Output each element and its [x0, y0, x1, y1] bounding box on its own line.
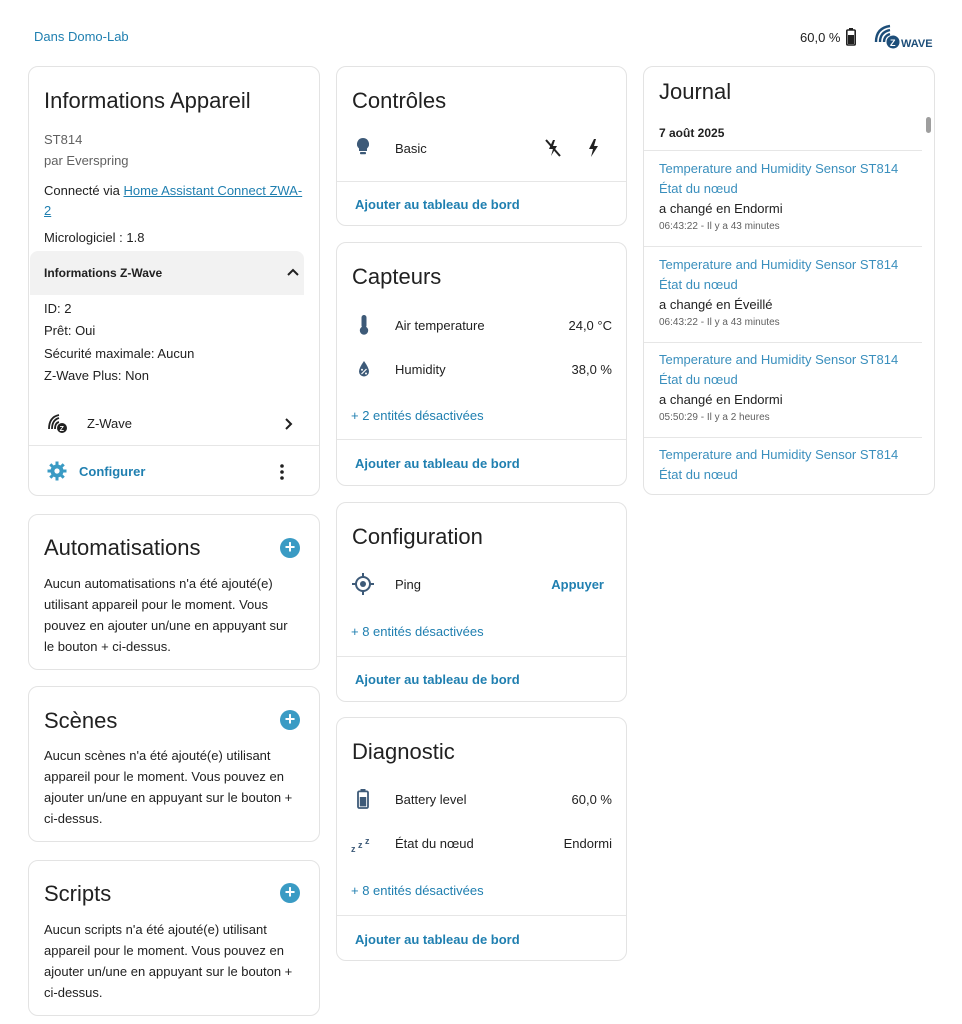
chevron-up-icon — [286, 266, 300, 280]
divider — [644, 437, 922, 438]
configuration-disabled-entities-link[interactable]: + 8 entités désactivées — [351, 624, 484, 639]
thermometer-icon — [357, 314, 371, 336]
diagnostic-value: Endormi — [563, 836, 612, 851]
journal-scrollbar[interactable] — [926, 117, 931, 133]
sensors-card — [336, 242, 627, 486]
journal-entry-state: a changé en Endormi — [659, 201, 783, 216]
svg-text:z: z — [351, 844, 356, 853]
automations-title: Automatisations — [44, 535, 201, 560]
svg-text:Z: Z — [890, 38, 896, 48]
battery-icon — [846, 28, 856, 46]
controls-title: Contrôles — [352, 88, 447, 113]
sensor-value: 38,0 % — [571, 362, 612, 377]
connected-prefix: Connecté via — [44, 183, 124, 198]
diagnostic-title: Diagnostic — [352, 739, 455, 764]
sensors-add-dashboard-button[interactable]: Ajouter au tableau de bord — [355, 456, 520, 471]
journal-entry[interactable] — [659, 445, 922, 485]
configure-button[interactable] — [47, 460, 167, 484]
journal-entry[interactable] — [659, 159, 922, 235]
sensor-row-temperature[interactable] — [337, 310, 626, 340]
zwave-info-header: Informations Z-Wave — [44, 266, 163, 280]
sensor-label: Air temperature — [395, 318, 485, 333]
scripts-text: Aucun scripts n'a été ajouté(e) utilisant appareil pour le moment. Vous pouvez en ajouter un/une en appuyant sur le bouton + ci-dessus. — [44, 922, 293, 1000]
journal-title: Journal — [659, 79, 732, 104]
sensors-disabled-entities-link[interactable]: + 2 entités désactivées — [351, 408, 484, 423]
add-scene-button[interactable]: + — [280, 710, 300, 730]
battery-value: 60,0 % — [800, 29, 841, 45]
integration-row-zwave[interactable] — [29, 405, 319, 443]
zwave-plus: Z-Wave Plus: Non — [44, 368, 149, 383]
zwave-info-expander[interactable] — [30, 251, 304, 295]
journal-entry-title[interactable]: Temperature and Humidity Sensor ST814 — [659, 257, 899, 272]
scenes-title: Scènes — [44, 708, 118, 733]
diagnostic-row-node-state[interactable] — [337, 828, 626, 858]
journal-entry-subtitle: État du nœud — [659, 467, 738, 482]
journal-entry-title[interactable]: Temperature and Humidity Sensor ST814 — [659, 447, 899, 462]
diagnostic-label: État du nœud — [395, 836, 474, 851]
scenes-card — [28, 686, 320, 842]
svg-text:z: z — [358, 840, 363, 850]
sensor-row-humidity[interactable] — [337, 354, 626, 384]
breadcrumb-area-link[interactable]: Dans Domo-Lab — [34, 29, 129, 44]
chevron-right-icon — [283, 417, 295, 431]
scenes-text: Aucun scènes n'a été ajouté(e) utilisant appareil pour le moment. Vous pouvez en ajouter un/une en appuyant sur le bouton + ci-dessus. — [44, 748, 293, 826]
automations-text: Aucun automatisations n'a été ajouté(e) utilisant appareil pour le moment. Vous pouvez en ajouter un/une en appuyant sur le bouton + ci-dessus. — [44, 576, 288, 654]
controls-card — [336, 66, 627, 226]
journal-entry-subtitle: État du nœud — [659, 372, 738, 387]
divider — [644, 246, 922, 247]
journal-entry-title[interactable]: Temperature and Humidity Sensor ST814 — [659, 161, 899, 176]
journal-entry-time: 06:43:22 - Il y a 43 minutes — [659, 221, 780, 232]
divider — [644, 342, 922, 343]
scripts-card — [28, 860, 320, 1016]
journal-entry-state: a changé en Endormi — [659, 392, 783, 407]
diagnostic-value: 60,0 % — [571, 792, 612, 807]
svg-text:Z: Z — [59, 426, 64, 433]
integration-label: Z-Wave — [87, 416, 133, 431]
journal-entry-time: 05:50:29 - Il y a 2 heures — [659, 412, 770, 423]
top-bar — [0, 0, 962, 64]
flash-icon[interactable] — [586, 138, 600, 158]
add-script-button[interactable]: + — [280, 883, 300, 903]
configuration-title: Configuration — [352, 524, 483, 549]
journal-entry[interactable] — [659, 255, 922, 331]
automations-card — [28, 514, 320, 670]
diagnostic-disabled-entities-link[interactable]: + 8 entités désactivées — [351, 883, 484, 898]
divider — [337, 656, 626, 657]
diagnostic-label: Battery level — [395, 792, 467, 807]
zwave-ready: Prêt: Oui — [44, 323, 96, 338]
device-manufacturer: par Everspring — [44, 153, 129, 168]
sleep-icon — [351, 835, 375, 853]
controls-add-dashboard-button[interactable]: Ajouter au tableau de bord — [355, 197, 520, 212]
configuration-card — [336, 502, 627, 702]
divider — [337, 439, 626, 440]
sensors-title: Capteurs — [352, 264, 442, 289]
diagnostic-card — [336, 717, 627, 961]
journal-entry-subtitle: État du nœud — [659, 277, 738, 292]
gear-icon — [47, 461, 67, 481]
water-percent-icon — [357, 360, 371, 378]
journal-entry-time: 06:43:22 - Il y a 43 minutes — [659, 317, 780, 328]
connect-device-link-cont[interactable]: 2 — [44, 203, 52, 218]
basic-entity-label: Basic — [395, 141, 427, 156]
scripts-title: Scripts — [44, 881, 112, 906]
basic-entity-row[interactable] — [337, 133, 626, 163]
svg-text:z: z — [365, 836, 370, 846]
more-vertical-icon[interactable] — [279, 463, 285, 481]
device-info-title: Informations Appareil — [44, 88, 251, 113]
divider — [337, 181, 626, 182]
divider — [644, 150, 922, 151]
svg-text:WAVE: WAVE — [901, 38, 933, 50]
crosshairs-icon — [352, 573, 374, 595]
battery-icon — [357, 789, 369, 809]
diagnostic-add-dashboard-button[interactable]: Ajouter au tableau de bord — [355, 932, 520, 947]
journal-card — [643, 66, 935, 495]
zwave-logo-icon — [872, 22, 938, 50]
zwave-security: Sécurité maximale: Aucun — [44, 346, 195, 361]
press-button[interactable]: Appuyer — [551, 577, 604, 592]
battery-indicator — [800, 28, 856, 46]
configure-label: Configurer — [79, 464, 146, 479]
journal-entry-subtitle: État du nœud — [659, 181, 738, 196]
divider — [29, 445, 319, 446]
firmware-version: Micrologiciel : 1.8 — [44, 230, 145, 245]
flash-off-icon[interactable] — [544, 138, 562, 158]
zwave-icon — [47, 413, 69, 433]
device-info-card — [28, 66, 320, 496]
lightbulb-icon — [355, 137, 371, 157]
diagnostic-row-battery[interactable] — [337, 784, 626, 814]
add-automation-button[interactable]: + — [280, 538, 300, 558]
journal-entry-state: a changé en Éveillé — [659, 297, 773, 312]
journal-entry-title[interactable]: Temperature and Humidity Sensor ST814 — [659, 352, 899, 367]
connect-device-link[interactable]: Home Assistant Connect ZWA- — [123, 183, 303, 198]
zwave-id: ID: 2 — [44, 301, 72, 316]
divider — [337, 915, 626, 916]
device-model: ST814 — [44, 132, 83, 147]
journal-date: 7 août 2025 — [659, 126, 725, 140]
ping-label: Ping — [395, 577, 422, 592]
ping-entity-row — [337, 569, 626, 599]
connected-via — [44, 181, 309, 221]
sensor-value: 24,0 °C — [568, 318, 612, 333]
configuration-add-dashboard-button[interactable]: Ajouter au tableau de bord — [355, 672, 520, 687]
journal-entry[interactable] — [659, 350, 922, 426]
sensor-label: Humidity — [395, 362, 446, 377]
